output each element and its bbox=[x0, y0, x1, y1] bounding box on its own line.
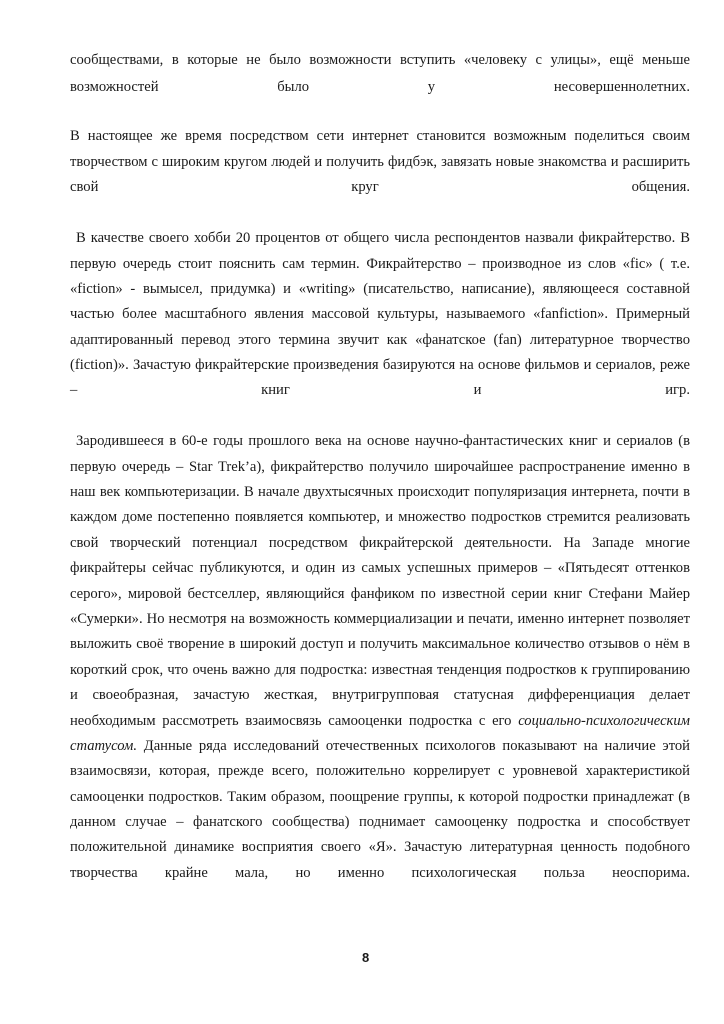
text-line: данном случае – фанатского сообщества) поднимает самооценку подростка и способствует bbox=[70, 814, 690, 830]
text-line: свой круг общения. bbox=[70, 179, 690, 195]
text-line bbox=[70, 736, 690, 756]
text-line: (fiction)». Зачастую фикрайтерские произведения базируются на основе фильмов и сериалов, реже bbox=[70, 357, 690, 373]
text-line: свой творческий потенциал посредством фикрайтерской деятельности. На Западе многие bbox=[70, 535, 690, 551]
text-line: положительной динамике восприятия своего «Я». Зачастую литературная ценность подобного bbox=[70, 839, 690, 855]
text-line: Зародившееся в 60-е годы прошлого века на основе научно-фантастических книг и сериалов (в bbox=[76, 433, 690, 449]
text-line: возможностей было у несовершеннолетних. bbox=[70, 79, 690, 95]
text-line: творчеством с широким кругом людей и получить фидбэк, завязать новые знакомства и расширить bbox=[70, 154, 690, 170]
text-line: короткий срок, что очень важно для подростка: известная тенденция подростков к группированию bbox=[70, 662, 690, 678]
text-line: серого», мировой бестселлер, являющийся фанфиком по известной серии книг Стефани Майер bbox=[70, 586, 690, 602]
text-line: первую очередь – Star Trek’a), фикрайтерство получило широчайшее распространение именно в bbox=[70, 459, 690, 475]
text-line: выложить своё творение в широкий доступ и получить максимальное количество отзывов о нём в bbox=[70, 636, 690, 652]
page-number: 8 bbox=[362, 950, 370, 965]
text-line: и своеобразная, зачастую жесткая, внутригрупповая статусная дифференциация делает bbox=[70, 687, 690, 703]
text-line: В настоящее же время посредством сети интернет становится возможным поделиться своим bbox=[70, 128, 690, 144]
text-line: частью более масштабного явления массовой культуры, называемого «fanfiction». Примерный bbox=[70, 306, 690, 322]
text-line bbox=[70, 711, 690, 731]
text-line: наш век компьютеризации. В начале двухтысячных происходит популяризация интернета, почти в bbox=[70, 484, 690, 500]
text-line: В качестве своего хобби 20 процентов от общего числа респондентов назвали фикрайтерство. В bbox=[76, 230, 690, 246]
text-line: первую очередь стоит пояснить сам термин. Фикрайтерство – производное из слов «fic» ( т.е. bbox=[70, 256, 690, 272]
text-line: взаимосвязи, которая, прежде всего, положительно коррелирует с уровневой характеристикой bbox=[70, 763, 690, 779]
text-line: «Сумерки». Но несмотря на возможность коммерциализации и печати, именно интернет позволяет bbox=[70, 611, 690, 627]
text-line: каждом доме постепенно появляется компьютер, и множество подростков стремится реализовать bbox=[70, 509, 690, 525]
text-line: «fiction» - вымысел, придумка) и «writing» (писательство, написание), являющееся составной bbox=[70, 281, 690, 297]
italic-term: социально-психологическим bbox=[518, 713, 690, 729]
text-line: фикрайтеры сейчас публикуются, и один из самых успешных примеров – «Пятьдесят оттенков bbox=[70, 560, 690, 576]
text-line: – книг и игр. bbox=[70, 382, 690, 398]
text-segment: необходимым рассмотреть взаимосвязь самооценки подростка с его bbox=[70, 713, 512, 729]
text-line: самооценки подростков. Таким образом, поощрение группы, к которой подростки принадлежат (в bbox=[70, 789, 690, 805]
text-segment: Данные ряда исследований отечественных психологов показывают на наличие этой bbox=[143, 738, 690, 754]
text-line: сообществами, в которые не было возможности вступить «человеку с улицы», ещё меньше bbox=[70, 52, 690, 68]
text-line: творчества крайне мала, но именно психологическая польза неоспорима. bbox=[70, 865, 690, 881]
text-line: адаптированный перевод этого термина звучит как «фанатское (fan) литературное творчество bbox=[70, 332, 690, 348]
italic-term: статусом. bbox=[70, 738, 137, 754]
